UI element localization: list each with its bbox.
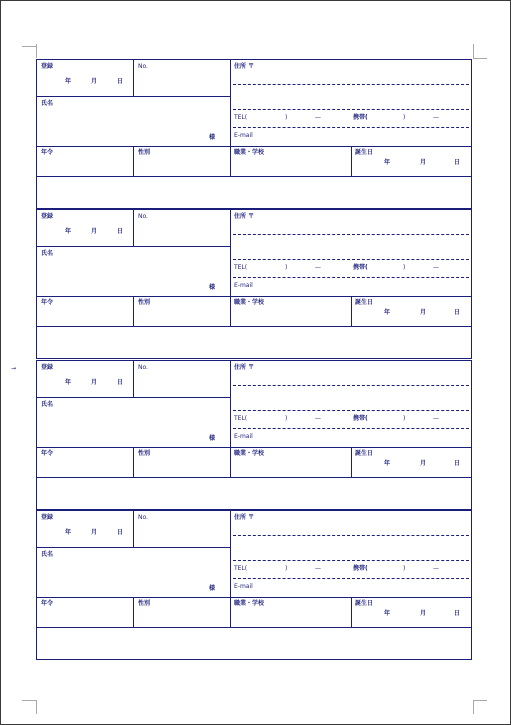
number-label: No. [138, 63, 148, 70]
register-month-label: 月 [91, 78, 98, 85]
honorific-label: 様 [209, 585, 216, 592]
register-year-label: 年 [65, 228, 72, 235]
tel-dash: — [315, 264, 321, 271]
occupation-school-label: 職業・学校 [234, 299, 265, 306]
mobile-close: ) [403, 264, 406, 271]
mobile-close: ) [403, 114, 406, 121]
register-year-label: 年 [65, 78, 72, 85]
customer-card [36, 510, 472, 660]
tel-label: TEL( [234, 415, 248, 422]
mobile-dash: — [433, 264, 439, 271]
mobile-dash: — [433, 114, 439, 121]
age-label: 年令 [41, 149, 54, 156]
address-label: 住所 〒 [234, 63, 255, 70]
mobile-dash: — [433, 565, 439, 572]
register-day-label: 日 [117, 228, 124, 235]
register-date-label: 登録 [41, 63, 54, 70]
name-label: 氏名 [41, 551, 54, 558]
birthday-year-label: 年 [384, 159, 391, 166]
honorific-label: 様 [209, 435, 216, 442]
customer-card [36, 360, 472, 510]
crop-mark-bottom-right-vertical [473, 700, 474, 714]
age-label: 年令 [41, 450, 54, 457]
tel-label: TEL( [234, 114, 248, 121]
age-label: 年令 [41, 600, 54, 607]
crop-mark-top-left [22, 46, 36, 61]
address-label: 住所 〒 [234, 364, 255, 371]
register-date-label: 登録 [41, 213, 54, 220]
register-day-label: 日 [117, 529, 124, 536]
number-label: No. [138, 364, 148, 371]
gender-label: 性別 [138, 600, 151, 607]
crop-mark-top-left-vertical [36, 44, 37, 58]
birthday-month-label: 月 [420, 610, 427, 617]
tel-label: TEL( [234, 264, 248, 271]
gender-label: 性別 [138, 450, 151, 457]
register-date-label: 登録 [41, 364, 54, 371]
birthday-year-label: 年 [384, 610, 391, 617]
crop-mark-top-right [473, 58, 487, 59]
honorific-label: 様 [209, 134, 216, 141]
birthday-day-label: 日 [454, 610, 461, 617]
tel-close: ) [285, 264, 288, 271]
occupation-school-label: 職業・学校 [234, 149, 265, 156]
register-year-label: 年 [65, 379, 72, 386]
crop-mark-bottom-left [22, 700, 36, 701]
gender-label: 性別 [138, 149, 151, 156]
address-label: 住所 〒 [234, 213, 255, 220]
tel-dash: — [315, 114, 321, 121]
register-month-label: 月 [91, 529, 98, 536]
email-label: E-mail [234, 132, 253, 139]
honorific-label: 様 [209, 284, 216, 291]
register-month-label: 月 [91, 379, 98, 386]
register-date-label: 登録 [41, 514, 54, 521]
mobile-label: 携帯( [353, 565, 368, 572]
birthday-label: 誕生日 [355, 450, 374, 457]
name-label: 氏名 [41, 100, 54, 107]
margin-arrow-mark: → [11, 365, 17, 372]
birthday-month-label: 月 [420, 159, 427, 166]
tel-close: ) [285, 565, 288, 572]
occupation-school-label: 職業・学校 [234, 600, 265, 607]
register-day-label: 日 [117, 379, 124, 386]
birthday-month-label: 月 [420, 460, 427, 467]
name-label: 氏名 [41, 250, 54, 257]
crop-mark-bottom-left-vertical [36, 700, 37, 714]
register-day-label: 日 [117, 78, 124, 85]
birthday-label: 誕生日 [355, 149, 374, 156]
mobile-dash: — [433, 415, 439, 422]
register-month-label: 月 [91, 228, 98, 235]
crop-mark-bottom-right [473, 700, 487, 701]
number-label: No. [138, 213, 148, 220]
mobile-close: ) [403, 415, 406, 422]
name-label: 氏名 [41, 401, 54, 408]
age-label: 年令 [41, 299, 54, 306]
birthday-day-label: 日 [454, 309, 461, 316]
mobile-label: 携帯( [353, 415, 368, 422]
gender-label: 性別 [138, 299, 151, 306]
birthday-label: 誕生日 [355, 600, 374, 607]
mobile-close: ) [403, 565, 406, 572]
tel-dash: — [315, 565, 321, 572]
birthday-year-label: 年 [384, 309, 391, 316]
birthday-day-label: 日 [454, 159, 461, 166]
email-label: E-mail [234, 583, 253, 590]
tel-close: ) [285, 415, 288, 422]
tel-close: ) [285, 114, 288, 121]
register-year-label: 年 [65, 529, 72, 536]
address-label: 住所 〒 [234, 514, 255, 521]
tel-label: TEL( [234, 565, 248, 572]
occupation-school-label: 職業・学校 [234, 450, 265, 457]
email-label: E-mail [234, 282, 253, 289]
number-label: No. [138, 514, 148, 521]
crop-mark-top-right-vertical [473, 44, 474, 58]
birthday-label: 誕生日 [355, 299, 374, 306]
birthday-day-label: 日 [454, 460, 461, 467]
mobile-label: 携帯( [353, 264, 368, 271]
customer-card [36, 209, 472, 359]
tel-dash: — [315, 415, 321, 422]
birthday-year-label: 年 [384, 460, 391, 467]
email-label: E-mail [234, 433, 253, 440]
customer-card [36, 59, 472, 209]
birthday-month-label: 月 [420, 309, 427, 316]
mobile-label: 携帯( [353, 114, 368, 121]
